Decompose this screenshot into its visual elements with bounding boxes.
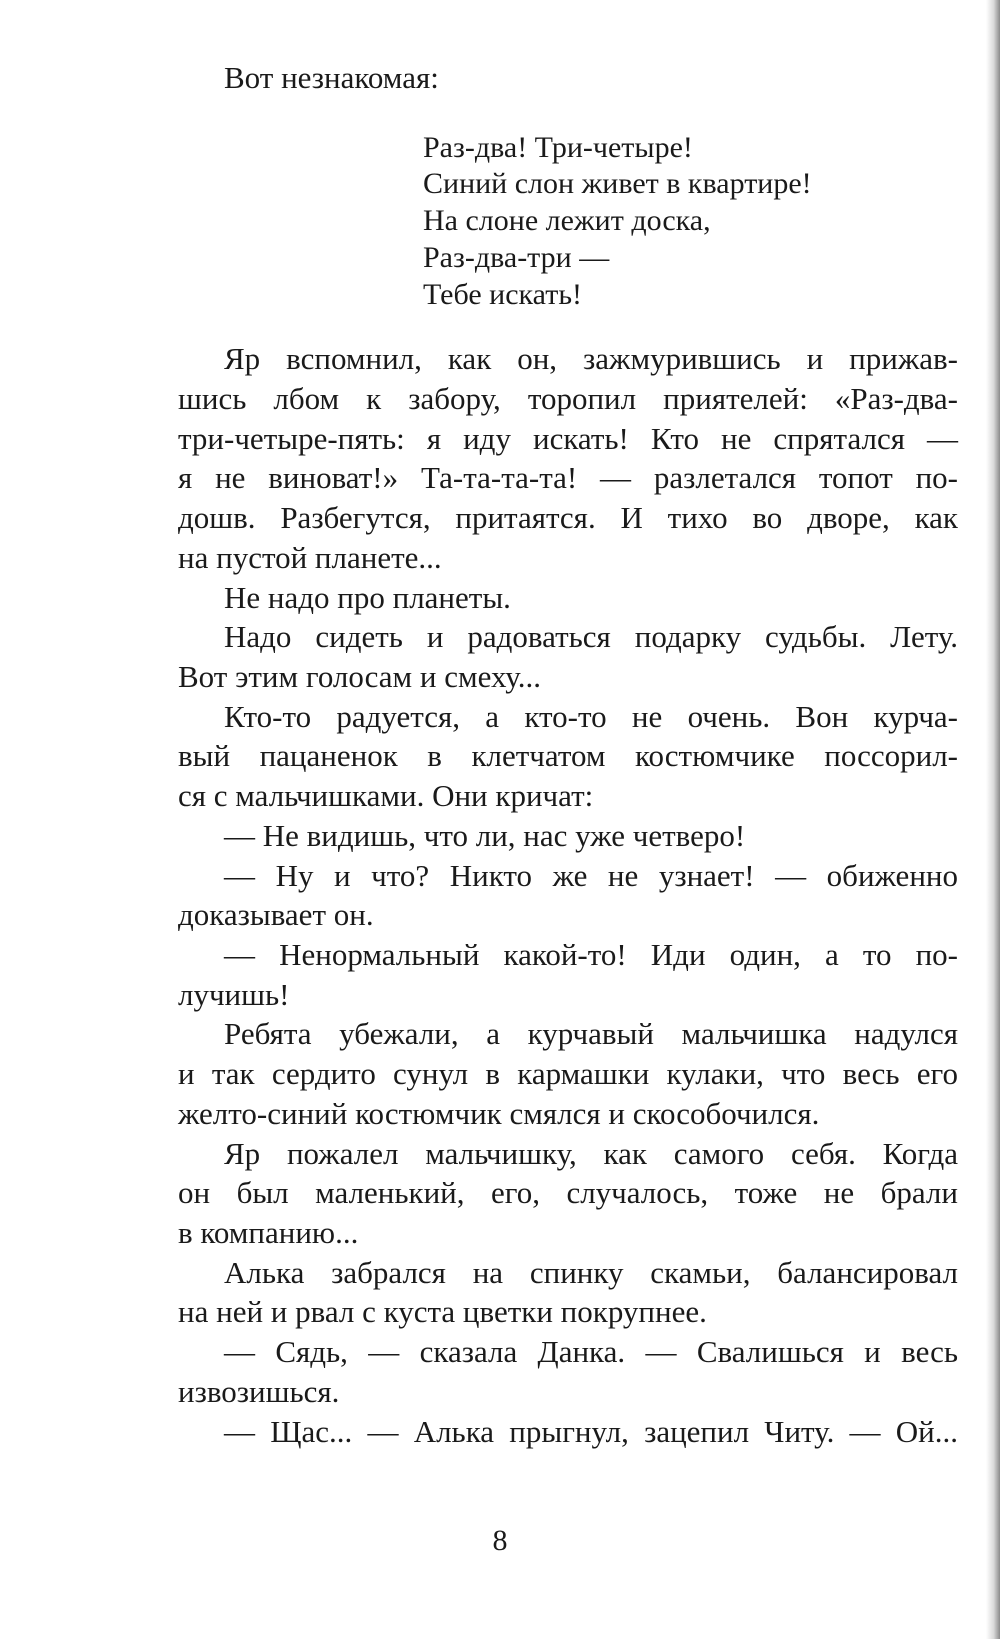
intro-line: Вот незнакомая: [224,60,439,95]
text-line: извозишься. [178,1374,340,1409]
poem-line: Синий слон живет в квартире! [423,167,812,200]
text-line: — Щас... — Алька прыгнул, зацепил Читу. — Ой... [224,1414,958,1449]
text-line: я не виноват!» Та-та-та-та! — разлетался топот по- [178,460,958,495]
text-line: и так сердито сунул в кармашки кулаки, что весь его [178,1056,958,1091]
poem-line: Раз-два! Три-четыре! [423,131,693,164]
text-line: — Ненормальный какой-то! Иди один, а то по- [224,937,958,972]
page-number: 8 [492,1524,508,1557]
text-line: желто-синий костюмчик смялся и скособочился. [178,1096,820,1131]
text-line: Надо сидеть и радоваться подарку судьбы. Лету. [224,619,958,654]
scan-edge-shadow [986,0,1000,1639]
text-line: — Сядь, — сказала Данка. — Свалишься и весь [224,1334,958,1369]
text-line: Яр вспомнил, как он, зажмурившись и прижав- [224,341,958,376]
text-line: на пустой планете... [178,540,442,575]
text-line: три-четыре-пять: я иду искать! Кто не спрятался — [178,421,958,456]
text-line: ся с мальчишками. Они кричат: [178,778,594,813]
poem-line: Раз-два-три — [423,241,610,274]
text-line: Не надо про планеты. [224,580,511,615]
text-line: дошв. Разбегутся, притаятся. И тихо во дворе, как [178,500,958,535]
text-line: — Не видишь, что ли, нас уже четверо! [224,818,746,853]
text-line: на ней и рвал с куста цветки покрупнее. [178,1294,707,1329]
text-line: Ребята убежали, а курчавый мальчишка надулся [224,1016,958,1051]
text-line: лучишь! [178,977,290,1012]
text-line: он был маленький, его, случалось, тоже не брали [178,1175,958,1210]
text-line: вый пацаненок в клетчатом костюмчике поссорил- [178,738,958,773]
poem-line: Тебе искать! [423,278,582,311]
text-line: в компанию... [178,1215,359,1250]
text-line: Кто-то радуется, а кто-то не очень. Вон курча- [224,699,958,734]
text-line: шись лбом к забору, торопил приятелей: «Раз-два- [178,381,958,416]
text-line: Алька забрался на спинку скамьи, балансировал [224,1255,958,1290]
text-line: Яр пожалел мальчишку, как самого себя. Когда [224,1136,958,1171]
text-line: — Ну и что? Никто же не узнает! — обиженно [224,858,958,893]
text-line: Вот этим голосам и смеху... [178,659,541,694]
poem-line: На слоне лежит доска, [423,204,711,237]
text-line: доказывает он. [178,897,374,932]
